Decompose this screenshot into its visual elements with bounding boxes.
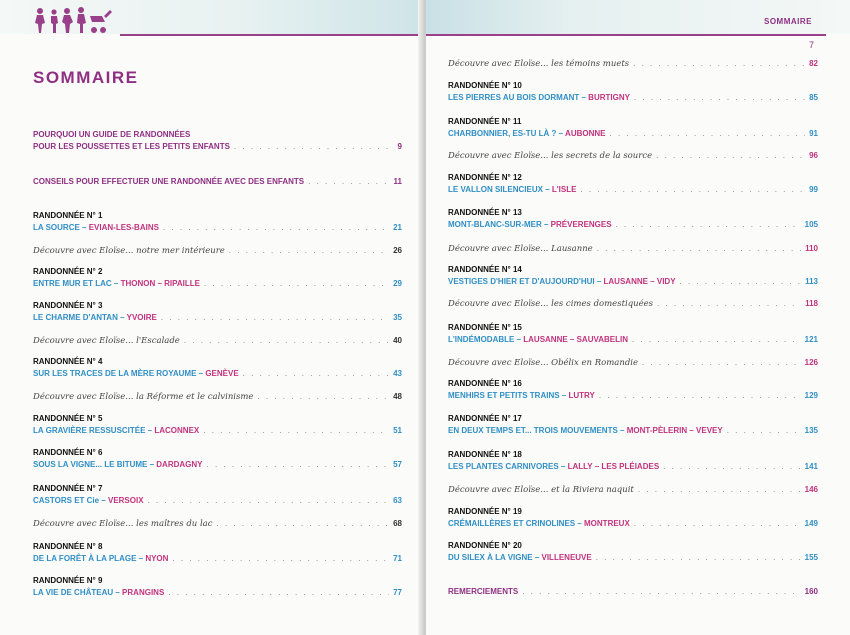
header-rule-right (426, 34, 826, 36)
left-entry (33, 541, 402, 565)
left-entry (33, 335, 402, 347)
leader-dots (610, 128, 806, 140)
walk-title (448, 552, 818, 564)
walk-label: RANDONNÉE N° 18 (448, 450, 522, 459)
page-ref: 29 (393, 279, 402, 288)
section-title-text: POUR LES POUSSETTES ET LES PETITS ENFANTS (33, 142, 230, 151)
left-entry (33, 413, 402, 437)
header-rule (120, 34, 422, 36)
left-entry (33, 129, 402, 153)
left-entry (33, 300, 402, 324)
walk-title (448, 518, 818, 530)
leader-dots (163, 222, 389, 234)
eloise-item (33, 391, 402, 403)
walk-label: RANDONNÉE N° 14 (448, 265, 522, 274)
eloise-item-text: Découvre avec Eloïse... les secrets de la source (448, 151, 653, 161)
walk-title-text: SUR LES TRACES DE LA MÈRE ROYAUME – GENÈVE (33, 369, 239, 378)
walk-title (33, 553, 402, 565)
eloise-item-text: Découvre avec Eloïse... la Réforme et le calvinisme (33, 392, 254, 402)
page-ref: 21 (393, 223, 402, 232)
walk-label: RANDONNÉE N° 12 (448, 173, 522, 182)
walk-title (448, 184, 818, 196)
leader-dots (657, 298, 801, 310)
page-ref: 96 (809, 151, 818, 160)
left-entry (33, 391, 402, 403)
eloise-item-text: Découvre avec Eloïse... Lausanne (448, 244, 593, 254)
walk-title (33, 312, 402, 324)
leader-dots (634, 92, 805, 104)
section-title (33, 176, 402, 188)
walk-title (448, 128, 818, 140)
page-ref: 126 (804, 358, 818, 367)
eloise-item (33, 518, 402, 530)
right-entry (448, 413, 818, 437)
leader-dots (217, 518, 390, 530)
walk-title-text: LES PLANTES CARNIVORES – LALLY – LES PLÉIADES (448, 462, 660, 471)
leader-dots (148, 495, 390, 507)
page-ref: 48 (393, 392, 402, 401)
leader-dots (580, 184, 805, 196)
page-ref: 113 (805, 277, 818, 286)
leader-dots (638, 484, 801, 496)
section-title (33, 141, 402, 153)
page-ref: 121 (804, 335, 818, 344)
leader-dots (207, 459, 390, 471)
leader-dots (597, 243, 801, 255)
page-ref: 9 (397, 142, 402, 151)
walk-title-text: L'INDÉMODABLE – LAUSANNE – SAUVABELIN (448, 335, 628, 344)
walk-title-text: EN DEUX TEMPS ET... TROIS MOUVEMENTS – MONT-PÈLERIN – VEVEY (448, 426, 723, 435)
leader-dots (616, 219, 801, 231)
walk-title (448, 276, 818, 288)
walk-label: RANDONNÉE N° 13 (448, 208, 522, 217)
page-ref: 160 (804, 587, 818, 596)
page-ref: 141 (804, 462, 818, 471)
walk-label: RANDONNÉE N° 20 (448, 541, 522, 550)
leader-dots (229, 245, 389, 257)
leader-dots (161, 312, 389, 324)
leader-dots (204, 278, 389, 290)
leader-dots (257, 391, 389, 403)
page-number: 7 (808, 40, 814, 50)
walk-label: RANDONNÉE N° 10 (448, 81, 522, 90)
page-ref: 129 (804, 391, 818, 400)
eloise-item (448, 150, 818, 162)
page-ref: 105 (804, 220, 818, 229)
leader-dots (184, 335, 389, 347)
right-entry (448, 298, 818, 310)
left-page (0, 0, 422, 635)
walk-title-text: DE LA FORÊT À LA PLAGE – NYON (33, 554, 169, 563)
right-entry (448, 58, 818, 70)
leader-dots (168, 587, 389, 599)
page-ref: 85 (809, 93, 818, 102)
walk-title (448, 425, 818, 437)
leader-dots (680, 276, 802, 288)
walk-title (33, 278, 402, 290)
walk-title-text: SOUS LA VIGNE... LE BITUME – DARDAGNY (33, 460, 203, 469)
walk-title-text: LA GRAVIÈRE RESSUSCITÉE – LACONNEX (33, 426, 200, 435)
left-entry (33, 518, 402, 530)
walk-title-text: MONT-BLANC-SUR-MER – PRÉVERENGES (448, 220, 612, 229)
page-ref: 135 (804, 426, 818, 435)
page-ref: 68 (393, 519, 402, 528)
leader-dots (234, 141, 394, 153)
walk-label: RANDONNÉE N° 6 (33, 448, 103, 457)
left-entry (33, 356, 402, 380)
walk-label: RANDONNÉE N° 5 (33, 414, 103, 423)
right-entry (448, 243, 818, 255)
walk-label: RANDONNÉE N° 8 (33, 542, 103, 551)
walk-title-text: MENHIRS ET PETITS TRAINS – LUTRY (448, 391, 595, 400)
walk-label: RANDONNÉE N° 3 (33, 301, 103, 310)
page-ref: 43 (393, 369, 402, 378)
walk-title-text: LES PIERRES AU BOIS DORMANT – BURTIGNY (448, 93, 630, 102)
walk-title-text: DU SILEX À LA VIGNE – VILLENEUVE (448, 553, 592, 562)
page-ref: 77 (393, 588, 402, 597)
eloise-item-text: Découvre avec Eloïse... l'Escalade (33, 336, 180, 346)
walk-title (33, 495, 402, 507)
walk-title (33, 587, 402, 599)
walk-label: RANDONNÉE N° 2 (33, 267, 103, 276)
page-ref: 110 (805, 244, 818, 253)
leader-dots (308, 176, 389, 188)
leader-dots (522, 586, 800, 598)
left-entry (33, 245, 402, 257)
eloise-item (448, 357, 818, 369)
leader-dots (663, 461, 800, 473)
leader-dots (632, 334, 801, 346)
left-entry (33, 575, 402, 599)
walk-label: RANDONNÉE N° 19 (448, 507, 522, 516)
right-entry (448, 150, 818, 162)
leader-dots (727, 425, 801, 437)
eloise-item (448, 58, 818, 70)
walk-label: RANDONNÉE N° 9 (33, 576, 103, 585)
page-ref: 35 (393, 313, 402, 322)
eloise-item-text: Découvre avec Eloïse... et la Riviera naquit (448, 485, 634, 495)
eloise-item (448, 243, 818, 255)
section-title (33, 129, 402, 141)
walk-title (448, 390, 818, 402)
eloise-item (33, 245, 402, 257)
walk-title-text: ENTRE MUR ET LAC – THONON – RIPAILLE (33, 279, 200, 288)
page-ref: 40 (393, 336, 402, 345)
page-ref: 63 (393, 496, 402, 505)
right-entry (448, 586, 818, 598)
right-entry (448, 172, 818, 196)
section-title-text: POURQUOI UN GUIDE DE RANDONNÉES (33, 130, 191, 139)
right-entry (448, 449, 818, 473)
page-ref: 146 (804, 485, 818, 494)
left-entry (33, 483, 402, 507)
left-entry (33, 176, 402, 188)
walk-label: RANDONNÉE N° 11 (448, 117, 522, 126)
walk-title (448, 92, 818, 104)
section-title-text: CONSEILS POUR EFFECTUER UNE RANDONNÉE AVEC DES ENFANTS (33, 177, 305, 186)
page-ref: 82 (809, 59, 818, 68)
page-ref: 118 (805, 299, 818, 308)
walk-label: RANDONNÉE N° 17 (448, 414, 522, 423)
left-entry (33, 210, 402, 234)
right-entry (448, 80, 818, 104)
page-ref: 155 (804, 553, 818, 562)
right-entry (448, 207, 818, 231)
leader-dots (642, 357, 801, 369)
walk-title-text: LE VALLON SILENCIEUX – L'ISLE (448, 185, 577, 194)
right-entry (448, 506, 818, 530)
right-entry (448, 378, 818, 402)
walk-title-text: CRÉMAILLÈRES ET CRINOLINES – MONTREUX (448, 519, 630, 528)
walk-label: RANDONNÉE N° 15 (448, 323, 522, 332)
right-entry (448, 322, 818, 346)
right-page (426, 0, 850, 635)
walk-title-text: VESTIGES D'HIER ET D'AUJOURD'HUI – LAUSANNE – VIDY (448, 277, 676, 286)
page-ref: 99 (809, 185, 818, 194)
section-title (448, 586, 818, 598)
walk-title-text: LE CHARME D'ANTAN – YVOIRE (33, 313, 157, 322)
eloise-item-text: Découvre avec Eloïse... les témoins muets (448, 59, 630, 69)
left-entry (33, 266, 402, 290)
walk-title-text: LA VIE DE CHÂTEAU – PRANGINS (33, 588, 165, 597)
walk-title-text: CASTORS ET Cie – VERSOIX (33, 496, 144, 505)
page-ref: 71 (393, 554, 402, 563)
eloise-item-text: Découvre avec Eloïse... les cimes domestiquées (448, 299, 654, 309)
leader-dots (203, 425, 389, 437)
right-entry (448, 116, 818, 140)
leader-dots (599, 390, 801, 402)
eloise-item (448, 298, 818, 310)
eloise-item-text: Découvre avec Eloïse... les maîtres du lac (33, 519, 213, 529)
page-ref: 91 (809, 129, 818, 138)
eloise-item (33, 335, 402, 347)
eloise-item (448, 484, 818, 496)
walk-title (448, 219, 818, 231)
walk-title-text: CHARBONNIER, ES-TU LÀ ? – AUBONNE (448, 129, 606, 138)
walk-label: RANDONNÉE N° 16 (448, 379, 522, 388)
page-ref: 149 (804, 519, 818, 528)
page-title: SOMMAIRE (33, 68, 139, 87)
page-ref: 11 (393, 177, 402, 186)
eloise-item-text: Découvre avec Eloïse... notre mer intérieure (33, 246, 225, 256)
walk-title (33, 222, 402, 234)
walk-title (33, 425, 402, 437)
leader-dots (634, 518, 801, 530)
leader-dots (633, 58, 805, 70)
page-ref: 57 (393, 460, 402, 469)
walk-title (33, 459, 402, 471)
right-entry (448, 540, 818, 564)
walk-label: RANDONNÉE N° 1 (33, 211, 103, 220)
page-ref: 26 (393, 246, 402, 255)
family-walkers-logo (32, 6, 118, 34)
walk-title (448, 334, 818, 346)
right-entry (448, 484, 818, 496)
walk-title (448, 461, 818, 473)
walk-title (33, 368, 402, 380)
page-ref: 51 (393, 426, 402, 435)
leader-dots (656, 150, 805, 162)
right-entry (448, 264, 818, 288)
walk-label: RANDONNÉE N° 7 (33, 484, 103, 493)
leader-dots (243, 368, 389, 380)
leader-dots (596, 552, 801, 564)
right-entry (448, 357, 818, 369)
walk-label: RANDONNÉE N° 4 (33, 357, 103, 366)
left-entry (33, 447, 402, 471)
eloise-item-text: Découvre avec Eloïse... Obélix en Romandie (448, 358, 639, 368)
walk-title-text: LA SOURCE – EVIAN-LES-BAINS (33, 223, 159, 232)
running-header: SOMMAIRE (764, 17, 812, 26)
leader-dots (172, 553, 389, 565)
section-title-text: REMERCIEMENTS (448, 587, 519, 596)
